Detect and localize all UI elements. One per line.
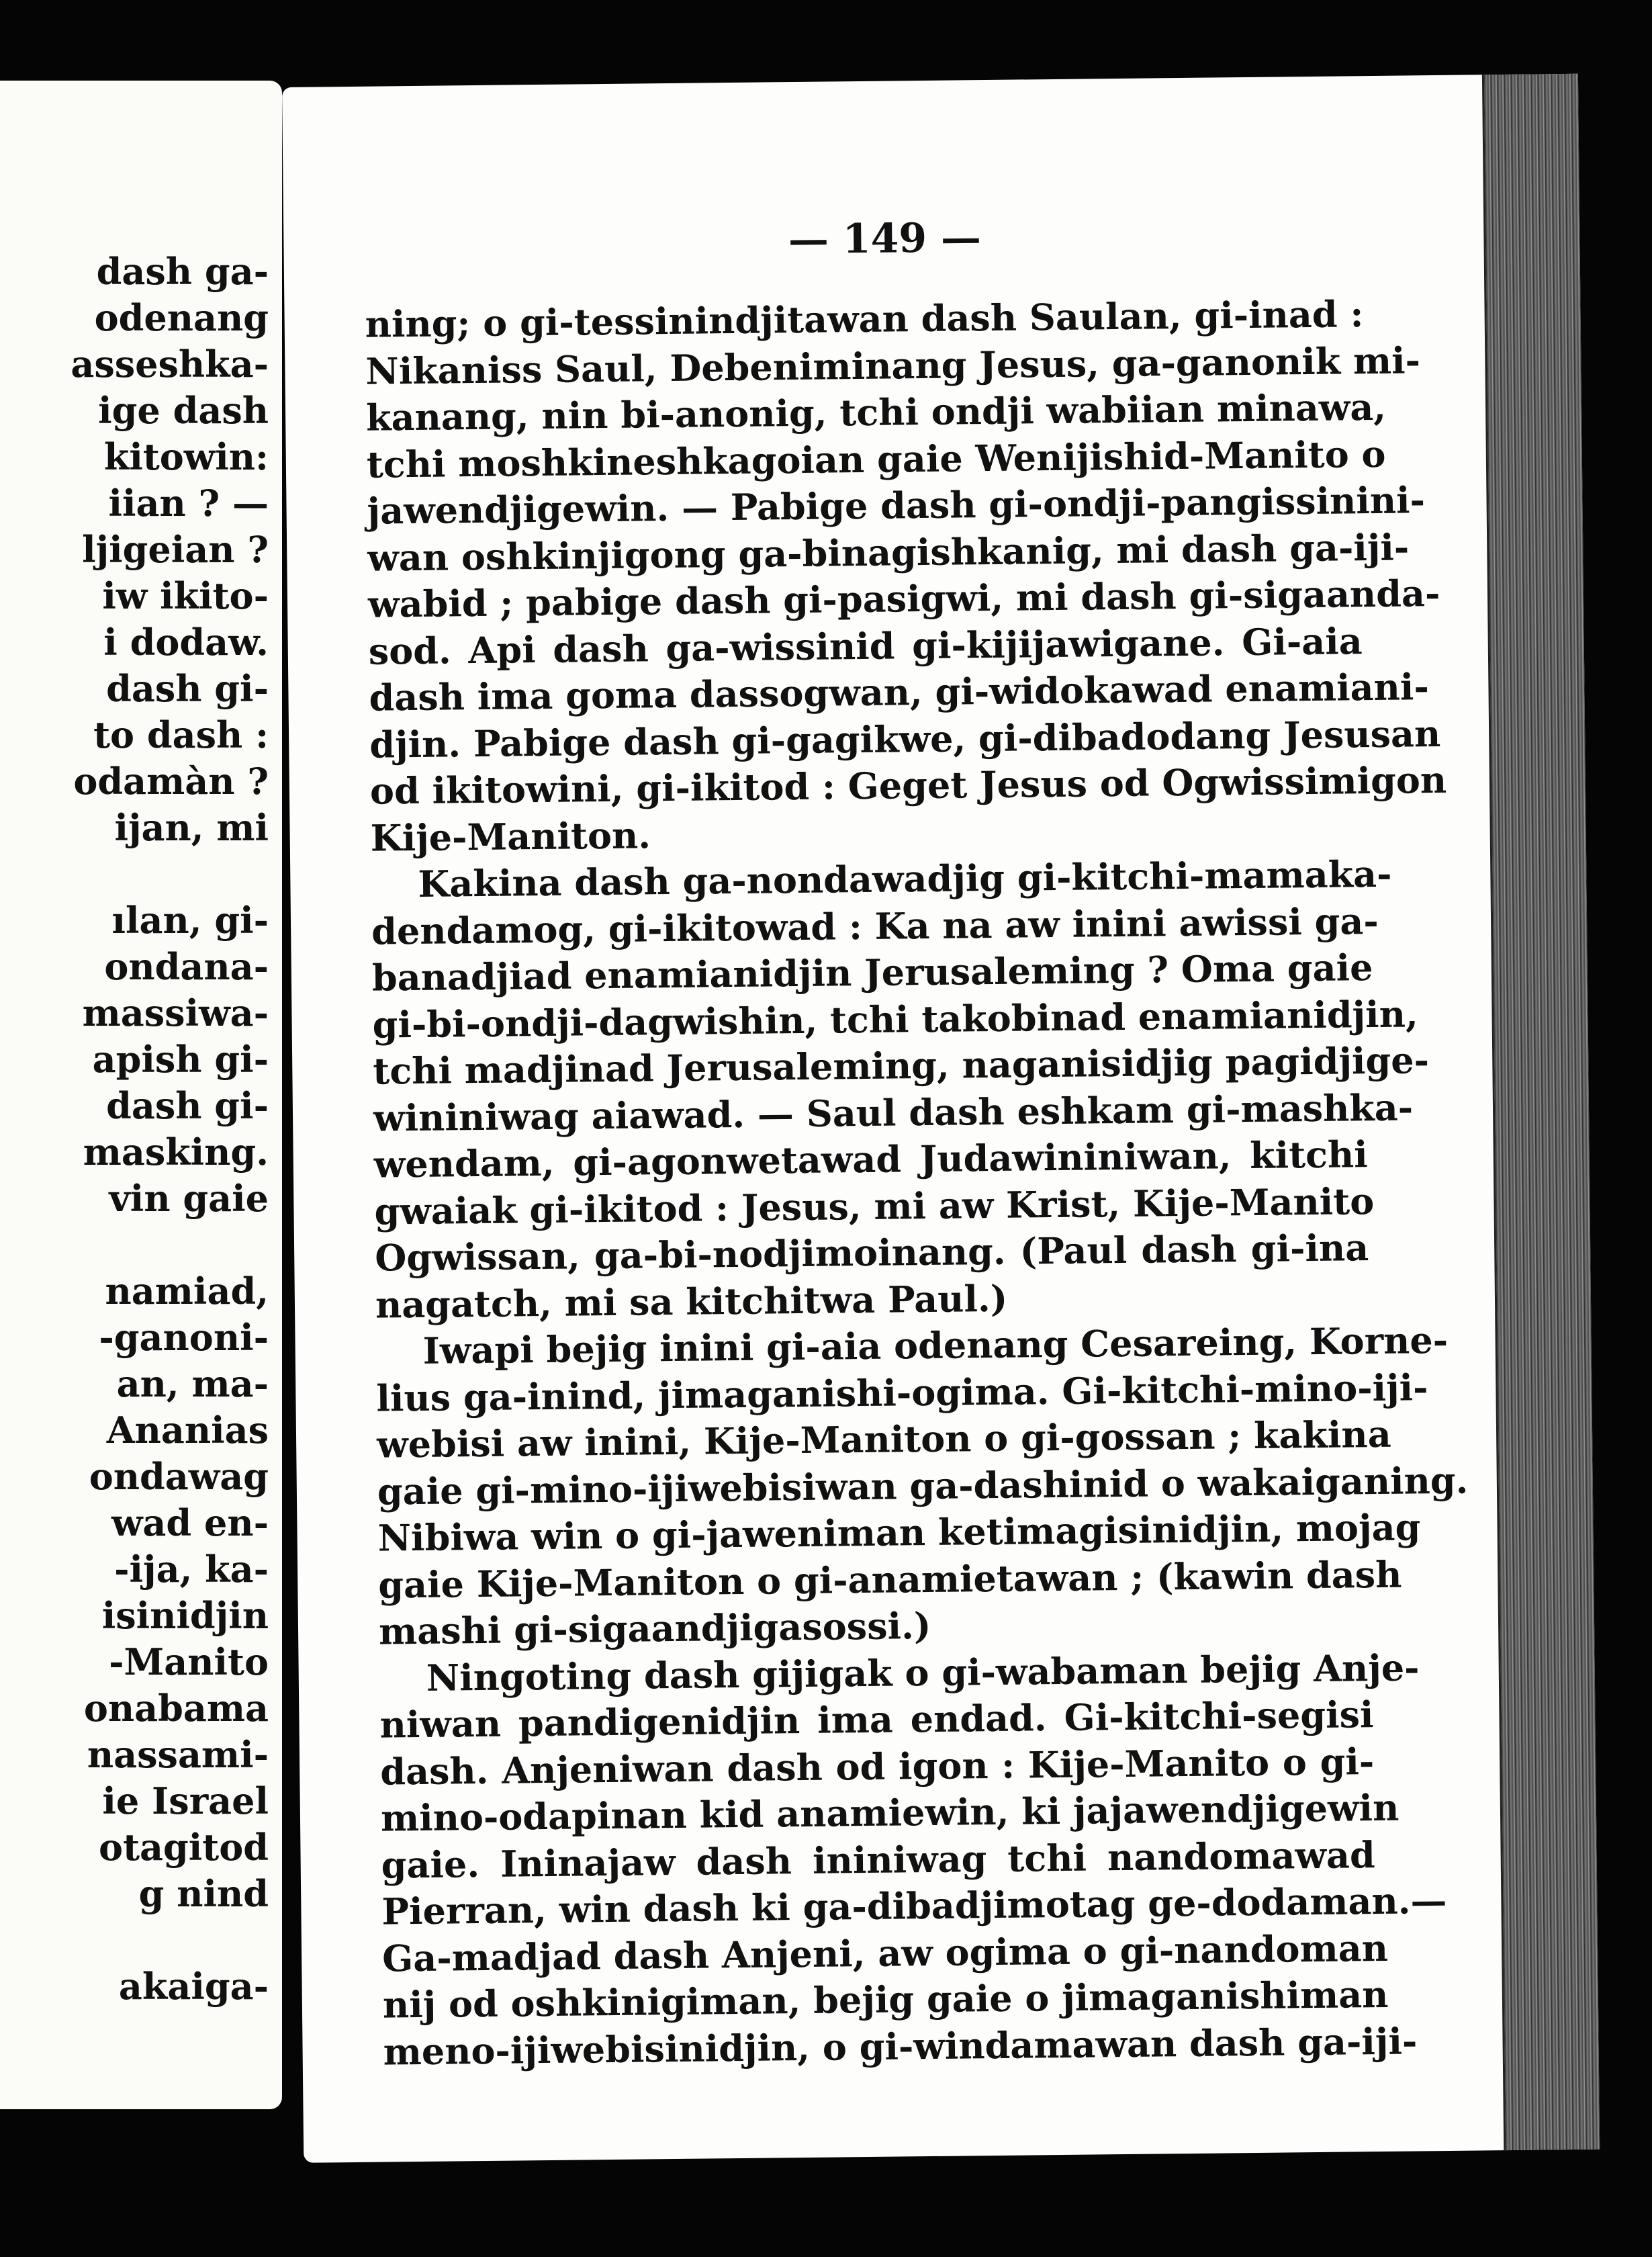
left-text-line: isinidjin	[101, 1594, 269, 1637]
text-line: wendam, gi-agonwetawad Judawininiwan, kitchi	[373, 1133, 1369, 1186]
text-line: Ga-madjad dash Anjeni, aw ogima o gi-nandoman	[381, 1926, 1389, 1980]
text-line: Nikaniss Saul, Debeniminang Jesus, ga-ganonik mi-	[365, 338, 1421, 393]
page-number: — 149 —	[788, 214, 982, 264]
left-text-line: ondana-	[104, 945, 269, 988]
left-text-line: apish gi-	[92, 1038, 269, 1081]
left-text-line: dash gi-	[106, 1084, 269, 1127]
left-text-line: vin gaie	[109, 1177, 269, 1220]
text-line: gi-bi-ondji-dagwishin, tchi takobinad enamianidjin,	[372, 991, 1419, 1047]
text-line: gwaiak gi-ikitod : Jesus, mi aw Krist, Kije-Manito	[374, 1179, 1375, 1233]
left-text-line: ljigeian ?	[82, 528, 269, 571]
left-text-line: onabama	[83, 1687, 269, 1730]
text-line: Nibiwa win o gi-jaweniman ketimagisinidjin, mojag	[377, 1505, 1421, 1560]
text-line: gaie. Ininajaw dash ininiwag tchi nandomawad	[381, 1832, 1375, 1887]
left-text-line: masking.	[83, 1131, 269, 1174]
text-line: sod. Api dash ga-wissinid gi-kijijawigane. Gi-aia	[368, 619, 1363, 673]
text-line: tchi madjinad Jerusaleming, naganisidjig pagidjige-	[373, 1038, 1430, 1093]
text-line: dendamog, gi-ikitowad : Ka na aw inini awissi ga-	[371, 899, 1379, 953]
left-text-line: an, ma-	[116, 1362, 269, 1405]
text-line: banadjiad enamianidjin Jerusaleming ? Oma gaie	[371, 946, 1373, 1000]
left-text-line: otagitod	[99, 1826, 269, 1869]
left-text-line: akaiga-	[118, 1965, 269, 2008]
left-text-line: g nind	[138, 1872, 269, 1915]
text-line: meno-ijiwebisinidjin, o gi-windamawan dash ga-iji-	[383, 2019, 1418, 2074]
left-text-line: massiwa-	[82, 991, 269, 1034]
text-line: gaie Kije-Maniton o gi-anamietawan ; (kawin dash	[378, 1552, 1402, 1607]
left-text-line	[0, 851, 269, 897]
text-line: nagatch, mi sa kitchitwa Paul.)	[375, 1276, 1008, 1327]
text-line: djin. Pabige dash gi-gagikwe, gi-dibadodang Jesusan	[369, 711, 1441, 766]
text-line: ning; o gi-tessinindjitawan dash Saulan, gi-inad :	[365, 292, 1364, 346]
left-text-line: -ganoni-	[99, 1316, 269, 1359]
left-text-line: Ananias	[106, 1409, 269, 1452]
left-page-text	[0, 249, 269, 2010]
main-page	[282, 74, 1600, 2163]
text-line: Iwapi bejig inini gi-aia odenang Cesareing, Korne-	[422, 1318, 1449, 1372]
left-text-line: ie Israel	[102, 1779, 269, 1822]
left-text-line: iw ikito-	[102, 574, 269, 617]
left-text-line: namiad,	[105, 1270, 269, 1313]
left-text-line: -ija, ka-	[114, 1548, 269, 1591]
left-text-line: to dash :	[93, 713, 269, 756]
text-line: gaie gi-mino-ijiwebisiwan ga-dashinid o wakaiganing.	[377, 1458, 1469, 1513]
text-line: tchi moshkineshkagoian gaie Wenijishid-Manito o	[366, 432, 1386, 486]
text-line: lius ga-inind, jimaganishi-ogima. Gi-kitchi-mino-iji-	[376, 1365, 1428, 1420]
text-line: Kakina dash ga-nondawadjig gi-kitchi-mamaka-	[418, 852, 1392, 905]
text-line: niwan pandigenidjin ima endad. Gi-kitchi-segisi	[379, 1693, 1374, 1746]
text-line: kanang, nin bi-anonig, tchi ondji wabiian minawa,	[365, 385, 1387, 439]
text-line: Pierran, win dash ki ga-dibadjimotag ge-dodaman.—	[381, 1878, 1447, 1933]
text-line: Ogwissan, ga-bi-nodjimoinang. (Paul dash gi-ina	[374, 1226, 1369, 1280]
left-text-line: kitowin:	[103, 435, 269, 478]
left-text-line: ondawag	[89, 1455, 269, 1498]
text-line: webisi aw inini, Kije-Maniton o gi-gossan ; kakina	[376, 1412, 1391, 1466]
main-page-text	[365, 291, 1469, 2075]
left-text-line: iian ? —	[108, 482, 269, 525]
text-line: dash ima goma dassogwan, gi-widokawad enamiani-	[369, 665, 1430, 719]
left-text-line: nassami-	[87, 1733, 269, 1776]
text-line: wabid ; pabige dash gi-pasigwi, mi dash gi-sigaanda-	[367, 571, 1440, 626]
text-line: Kije-Maniton.	[370, 813, 651, 860]
text-line: wan oshkinjigong ga-binagishkanig, mi dash ga-iji-	[367, 525, 1410, 580]
text-line: dash. Anjeniwan dash od igon : Kije-Manito o gi-	[379, 1739, 1375, 1794]
text-line: jawendjigewin. — Pabige dash gi-ondji-pangissinini-	[367, 478, 1426, 533]
left-text-line: odenang	[94, 296, 269, 339]
text-line: Ningoting dash gijigak o gi-wabaman bejig Anje-	[426, 1645, 1420, 1699]
left-text-line: dash ga-	[96, 250, 269, 293]
text-line: wininiwag aiawad. — Saul dash eshkam gi-mashka-	[373, 1085, 1414, 1140]
left-text-line: i dodaw.	[103, 621, 269, 664]
left-text-line: ılan, gi-	[111, 899, 269, 942]
text-line: nij od oshkinigiman, bejig gaie o jimaganishiman	[382, 1972, 1389, 2027]
left-text-line: ijan, mi	[114, 806, 269, 849]
page-edge	[1482, 74, 1600, 2150]
text-line: mashi gi-sigaandjigasossi.)	[378, 1604, 931, 1653]
left-page	[0, 81, 282, 2109]
text-line: od ikitowini, gi-ikitod : Geget Jesus od Ogwissimigon	[369, 758, 1447, 813]
left-text-line: wad en-	[111, 1501, 269, 1544]
left-text-line: dash gi-	[106, 667, 269, 710]
left-text-line: ige dash	[98, 389, 269, 432]
left-text-line	[0, 1222, 269, 1268]
left-text-line	[0, 1917, 269, 1963]
text-line: mino-odapinan kid anamiewin, ki jajawendjigewin	[380, 1785, 1399, 1840]
left-text-line: -Manito	[109, 1640, 269, 1683]
left-text-line: asseshka-	[71, 343, 269, 386]
left-text-line: odamàn ?	[73, 760, 269, 803]
